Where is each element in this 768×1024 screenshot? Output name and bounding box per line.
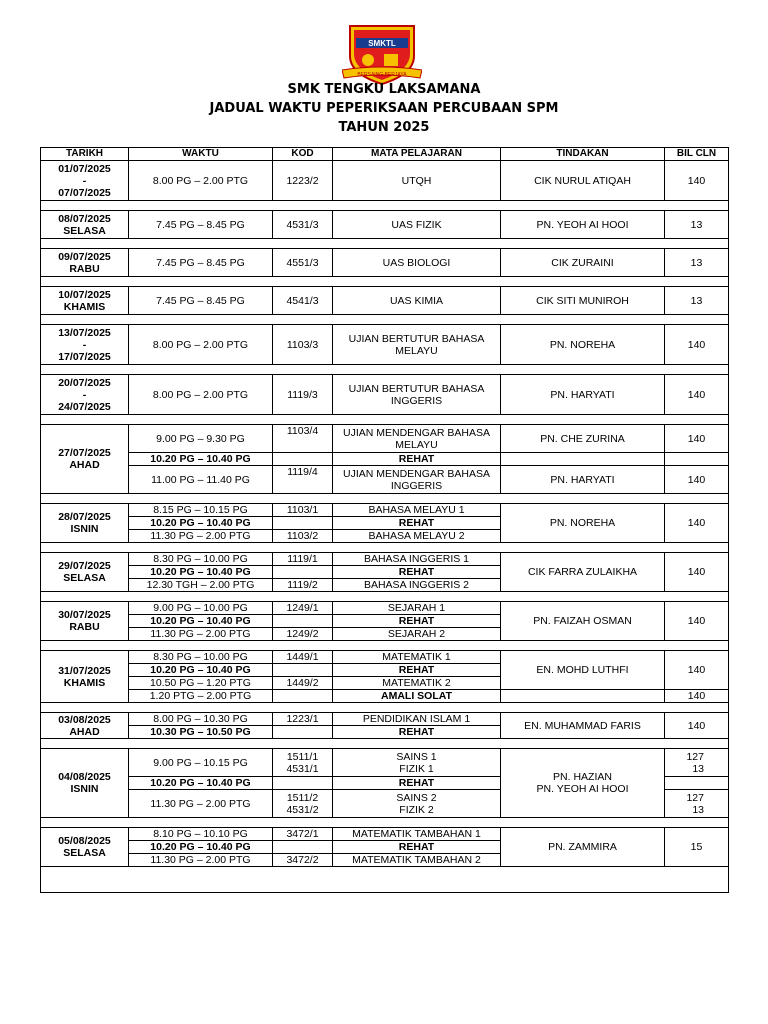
time-cell: 12.30 TGH – 2.00 PTG <box>129 579 273 592</box>
code-cell <box>273 566 333 579</box>
time-cell: 8.00 PG – 2.00 PTG <box>129 325 273 365</box>
date-cell: 08/07/2025 SELASA <box>41 211 129 239</box>
time-cell: 11.30 PG – 2.00 PTG <box>129 530 273 543</box>
time-cell: 10.20 PG – 10.40 PG <box>129 517 273 530</box>
invigilator-cell <box>501 453 665 466</box>
candidate-count-cell: 140 <box>665 602 729 641</box>
invigilator-cell: CIK FARRA ZULAIKHA <box>501 553 665 592</box>
code-cell: 1119/2 <box>273 579 333 592</box>
candidate-count-cell: 127 13 <box>665 790 729 818</box>
subject-cell: BAHASA INGGERIS 1 <box>333 553 501 566</box>
date-cell: 31/07/2025 KHAMIS <box>41 651 129 703</box>
time-cell: 11.00 PG – 11.40 PG <box>129 466 273 494</box>
table-row <box>41 466 729 494</box>
time-cell: 11.30 PG – 2.00 PTG <box>129 628 273 641</box>
candidate-count-cell: 15 <box>665 828 729 867</box>
separator-row <box>41 365 729 375</box>
table-row <box>41 425 729 453</box>
table-row <box>41 249 729 277</box>
invigilator-cell: PN. FAIZAH OSMAN <box>501 602 665 641</box>
date-cell: 13/07/2025 - 17/07/2025 <box>41 325 129 365</box>
date-cell: 10/07/2025 KHAMIS <box>41 287 129 315</box>
school-crest-logo <box>342 20 422 86</box>
date-cell: 30/07/2025 RABU <box>41 602 129 641</box>
code-cell: 1103/4 <box>273 425 333 453</box>
table-header-row <box>41 148 729 161</box>
code-cell: 1449/1 <box>273 651 333 664</box>
time-cell: 10.30 PG – 10.50 PG <box>129 726 273 739</box>
separator-row <box>41 703 729 713</box>
code-cell <box>273 453 333 466</box>
column-header: KOD <box>273 148 333 161</box>
time-cell: 9.00 PG – 10.00 PG <box>129 602 273 615</box>
table-row <box>41 828 729 841</box>
subject-cell: UJIAN MENDENGAR BAHASA MELAYU <box>333 425 501 453</box>
date-cell: 28/07/2025 ISNIN <box>41 504 129 543</box>
subject-cell: UJIAN BERTUTUR BAHASA MELAYU <box>333 325 501 365</box>
subject-cell: PENDIDIKAN ISLAM 1 <box>333 713 501 726</box>
subject-cell: REHAT <box>333 566 501 579</box>
candidate-count-cell <box>665 453 729 466</box>
separator-row <box>41 494 729 504</box>
candidate-count-cell: 13 <box>665 249 729 277</box>
code-cell <box>273 664 333 677</box>
separator-row <box>41 818 729 828</box>
candidate-count-cell: 140 <box>665 375 729 415</box>
table-row <box>41 453 729 466</box>
date-cell: 09/07/2025 RABU <box>41 249 129 277</box>
time-cell: 10.20 PG – 10.40 PG <box>129 777 273 790</box>
invigilator-cell: CIK ZURAINI <box>501 249 665 277</box>
logo-text: SMKTL <box>368 39 396 48</box>
time-cell: 8.00 PG – 2.00 PTG <box>129 161 273 201</box>
table-row <box>41 211 729 239</box>
time-cell: 8.00 PG – 2.00 PTG <box>129 375 273 415</box>
separator-row <box>41 739 729 749</box>
table-row <box>41 375 729 415</box>
subject-cell: UAS BIOLOGI <box>333 249 501 277</box>
invigilator-cell: PN. ZAMMIRA <box>501 828 665 867</box>
table-row <box>41 161 729 201</box>
code-cell <box>273 726 333 739</box>
school-name: SMK TENGKU LAKSAMANA <box>287 82 481 97</box>
time-cell: 8.00 PG – 10.30 PG <box>129 713 273 726</box>
subject-cell: BAHASA MELAYU 2 <box>333 530 501 543</box>
separator-row <box>41 543 729 553</box>
code-cell: 1119/1 <box>273 553 333 566</box>
time-cell: 10.20 PG – 10.40 PG <box>129 841 273 854</box>
date-cell: 20/07/2025 - 24/07/2025 <box>41 375 129 415</box>
time-cell: 11.30 PG – 2.00 PTG <box>129 854 273 867</box>
time-cell: 10.20 PG – 10.40 PG <box>129 566 273 579</box>
code-cell <box>273 517 333 530</box>
invigilator-cell: PN. HARYATI <box>501 466 665 494</box>
candidate-count-cell: 140 <box>665 553 729 592</box>
table-row <box>41 287 729 315</box>
date-cell: 27/07/2025 AHAD <box>41 425 129 494</box>
time-cell: 10.50 PG – 1.20 PTG <box>129 677 273 690</box>
logo-motto: BERSAING BERJAYA <box>357 72 407 78</box>
separator-row <box>41 201 729 211</box>
invigilator-cell: EN. MUHAMMAD FARIS <box>501 713 665 739</box>
time-cell: 10.20 PG – 10.40 PG <box>129 615 273 628</box>
table-row <box>41 553 729 566</box>
code-cell: 3472/2 <box>273 854 333 867</box>
invigilator-cell: PN. NOREHA <box>501 504 665 543</box>
subject-cell: UTQH <box>333 161 501 201</box>
code-cell <box>273 841 333 854</box>
time-cell: 8.30 PG – 10.00 PG <box>129 553 273 566</box>
candidate-count-cell: 140 <box>665 325 729 365</box>
candidate-count-cell: 13 <box>665 211 729 239</box>
code-cell: 4551/3 <box>273 249 333 277</box>
code-cell: 1103/1 <box>273 504 333 517</box>
table-row <box>41 749 729 777</box>
subject-cell: UAS KIMIA <box>333 287 501 315</box>
subject-cell: SEJARAH 1 <box>333 602 501 615</box>
code-cell: 1103/2 <box>273 530 333 543</box>
time-cell: 7.45 PG – 8.45 PG <box>129 249 273 277</box>
subject-cell: REHAT <box>333 453 501 466</box>
separator-row <box>41 641 729 651</box>
table-row <box>41 325 729 365</box>
invigilator-cell: PN. HARYATI <box>501 375 665 415</box>
candidate-count-cell: 140 <box>665 466 729 494</box>
table-row <box>41 504 729 517</box>
invigilator-cell: CIK NURUL ATIQAH <box>501 161 665 201</box>
candidate-count-cell: 140 <box>665 713 729 739</box>
subject-cell: MATEMATIK 1 <box>333 651 501 664</box>
time-cell: 9.00 PG – 10.15 PG <box>129 749 273 777</box>
code-cell: 1119/4 <box>273 466 333 494</box>
subject-cell: UAS FIZIK <box>333 211 501 239</box>
invigilator-cell: PN. CHE ZURINA <box>501 425 665 453</box>
subject-cell: SAINS 2 FIZIK 2 <box>333 790 501 818</box>
candidate-count-cell: 140 <box>665 651 729 690</box>
invigilator-cell: CIK SITI MUNIROH <box>501 287 665 315</box>
subject-cell: REHAT <box>333 841 501 854</box>
candidate-count-cell: 140 <box>665 425 729 453</box>
date-cell: 03/08/2025 AHAD <box>41 713 129 739</box>
separator-row <box>41 277 729 287</box>
code-cell: 1103/3 <box>273 325 333 365</box>
date-cell: 04/08/2025 ISNIN <box>41 749 129 818</box>
subject-cell: REHAT <box>333 517 501 530</box>
separator-row <box>41 415 729 425</box>
time-cell: 8.30 PG – 10.00 PG <box>129 651 273 664</box>
document-title-block <box>0 80 768 137</box>
code-cell: 4531/3 <box>273 211 333 239</box>
candidate-count-cell <box>665 777 729 790</box>
code-cell: 1119/3 <box>273 375 333 415</box>
column-header: TINDAKAN <box>501 148 665 161</box>
subject-cell: AMALI SOLAT <box>333 690 501 703</box>
invigilator-cell: PN. HAZIAN PN. YEOH AI HOOI <box>501 749 665 818</box>
subject-cell: REHAT <box>333 615 501 628</box>
date-cell: 05/08/2025 SELASA <box>41 828 129 867</box>
subject-cell: SEJARAH 2 <box>333 628 501 641</box>
code-cell: 4541/3 <box>273 287 333 315</box>
timetable-title: JADUAL WAKTU PEPERIKSAAN PERCUBAAN SPM <box>209 101 559 116</box>
time-cell: 11.30 PG – 2.00 PTG <box>129 790 273 818</box>
column-header: TARIKH <box>41 148 129 161</box>
table-row <box>41 690 729 703</box>
subject-cell: SAINS 1 FIZIK 1 <box>333 749 501 777</box>
column-header: MATA PELAJARAN <box>333 148 501 161</box>
table-row <box>41 602 729 615</box>
time-cell: 10.20 PG – 10.40 PG <box>129 664 273 677</box>
time-cell: 7.45 PG – 8.45 PG <box>129 211 273 239</box>
code-cell: 1511/2 4531/2 <box>273 790 333 818</box>
timetable-year: TAHUN 2025 <box>338 120 430 135</box>
invigilator-cell: PN. YEOH AI HOOI <box>501 211 665 239</box>
separator-row <box>41 239 729 249</box>
time-cell: 8.10 PG – 10.10 PG <box>129 828 273 841</box>
code-cell <box>273 615 333 628</box>
column-header: BIL CLN <box>665 148 729 161</box>
candidate-count-cell: 127 13 <box>665 749 729 777</box>
time-cell: 9.00 PG – 9.30 PG <box>129 425 273 453</box>
candidate-count-cell: 140 <box>665 504 729 543</box>
subject-cell: BAHASA INGGERIS 2 <box>333 579 501 592</box>
time-cell: 8.15 PG – 10.15 PG <box>129 504 273 517</box>
code-cell: 1249/1 <box>273 602 333 615</box>
table-row <box>41 713 729 726</box>
separator-row <box>41 315 729 325</box>
code-cell: 1449/2 <box>273 677 333 690</box>
time-cell: 10.20 PG – 10.40 PG <box>129 453 273 466</box>
code-cell: 3472/1 <box>273 828 333 841</box>
empty-footer-row <box>41 867 729 893</box>
candidate-count-cell: 140 <box>665 690 729 703</box>
code-cell: 1511/1 4531/1 <box>273 749 333 777</box>
code-cell <box>273 690 333 703</box>
date-cell: 01/07/2025 - 07/07/2025 <box>41 161 129 201</box>
code-cell: 1249/2 <box>273 628 333 641</box>
column-header: WAKTU <box>129 148 273 161</box>
subject-cell: REHAT <box>333 726 501 739</box>
subject-cell: REHAT <box>333 777 501 790</box>
subject-cell: UJIAN MENDENGAR BAHASA INGGERIS <box>333 466 501 494</box>
code-cell: 1223/1 <box>273 713 333 726</box>
subject-cell: BAHASA MELAYU 1 <box>333 504 501 517</box>
time-cell: 1.20 PTG – 2.00 PTG <box>129 690 273 703</box>
time-cell: 7.45 PG – 8.45 PG <box>129 287 273 315</box>
candidate-count-cell: 140 <box>665 161 729 201</box>
exam-timetable <box>40 147 729 893</box>
subject-cell: MATEMATIK 2 <box>333 677 501 690</box>
code-cell: 1223/2 <box>273 161 333 201</box>
subject-cell: MATEMATIK TAMBAHAN 2 <box>333 854 501 867</box>
subject-cell: UJIAN BERTUTUR BAHASA INGGERIS <box>333 375 501 415</box>
subject-cell: MATEMATIK TAMBAHAN 1 <box>333 828 501 841</box>
date-cell: 29/07/2025 SELASA <box>41 553 129 592</box>
subject-cell: REHAT <box>333 664 501 677</box>
code-cell <box>273 777 333 790</box>
invigilator-cell: EN. MOHD LUTHFI <box>501 651 665 690</box>
separator-row <box>41 592 729 602</box>
candidate-count-cell: 13 <box>665 287 729 315</box>
invigilator-cell <box>501 690 665 703</box>
invigilator-cell: PN. NOREHA <box>501 325 665 365</box>
table-row <box>41 651 729 664</box>
